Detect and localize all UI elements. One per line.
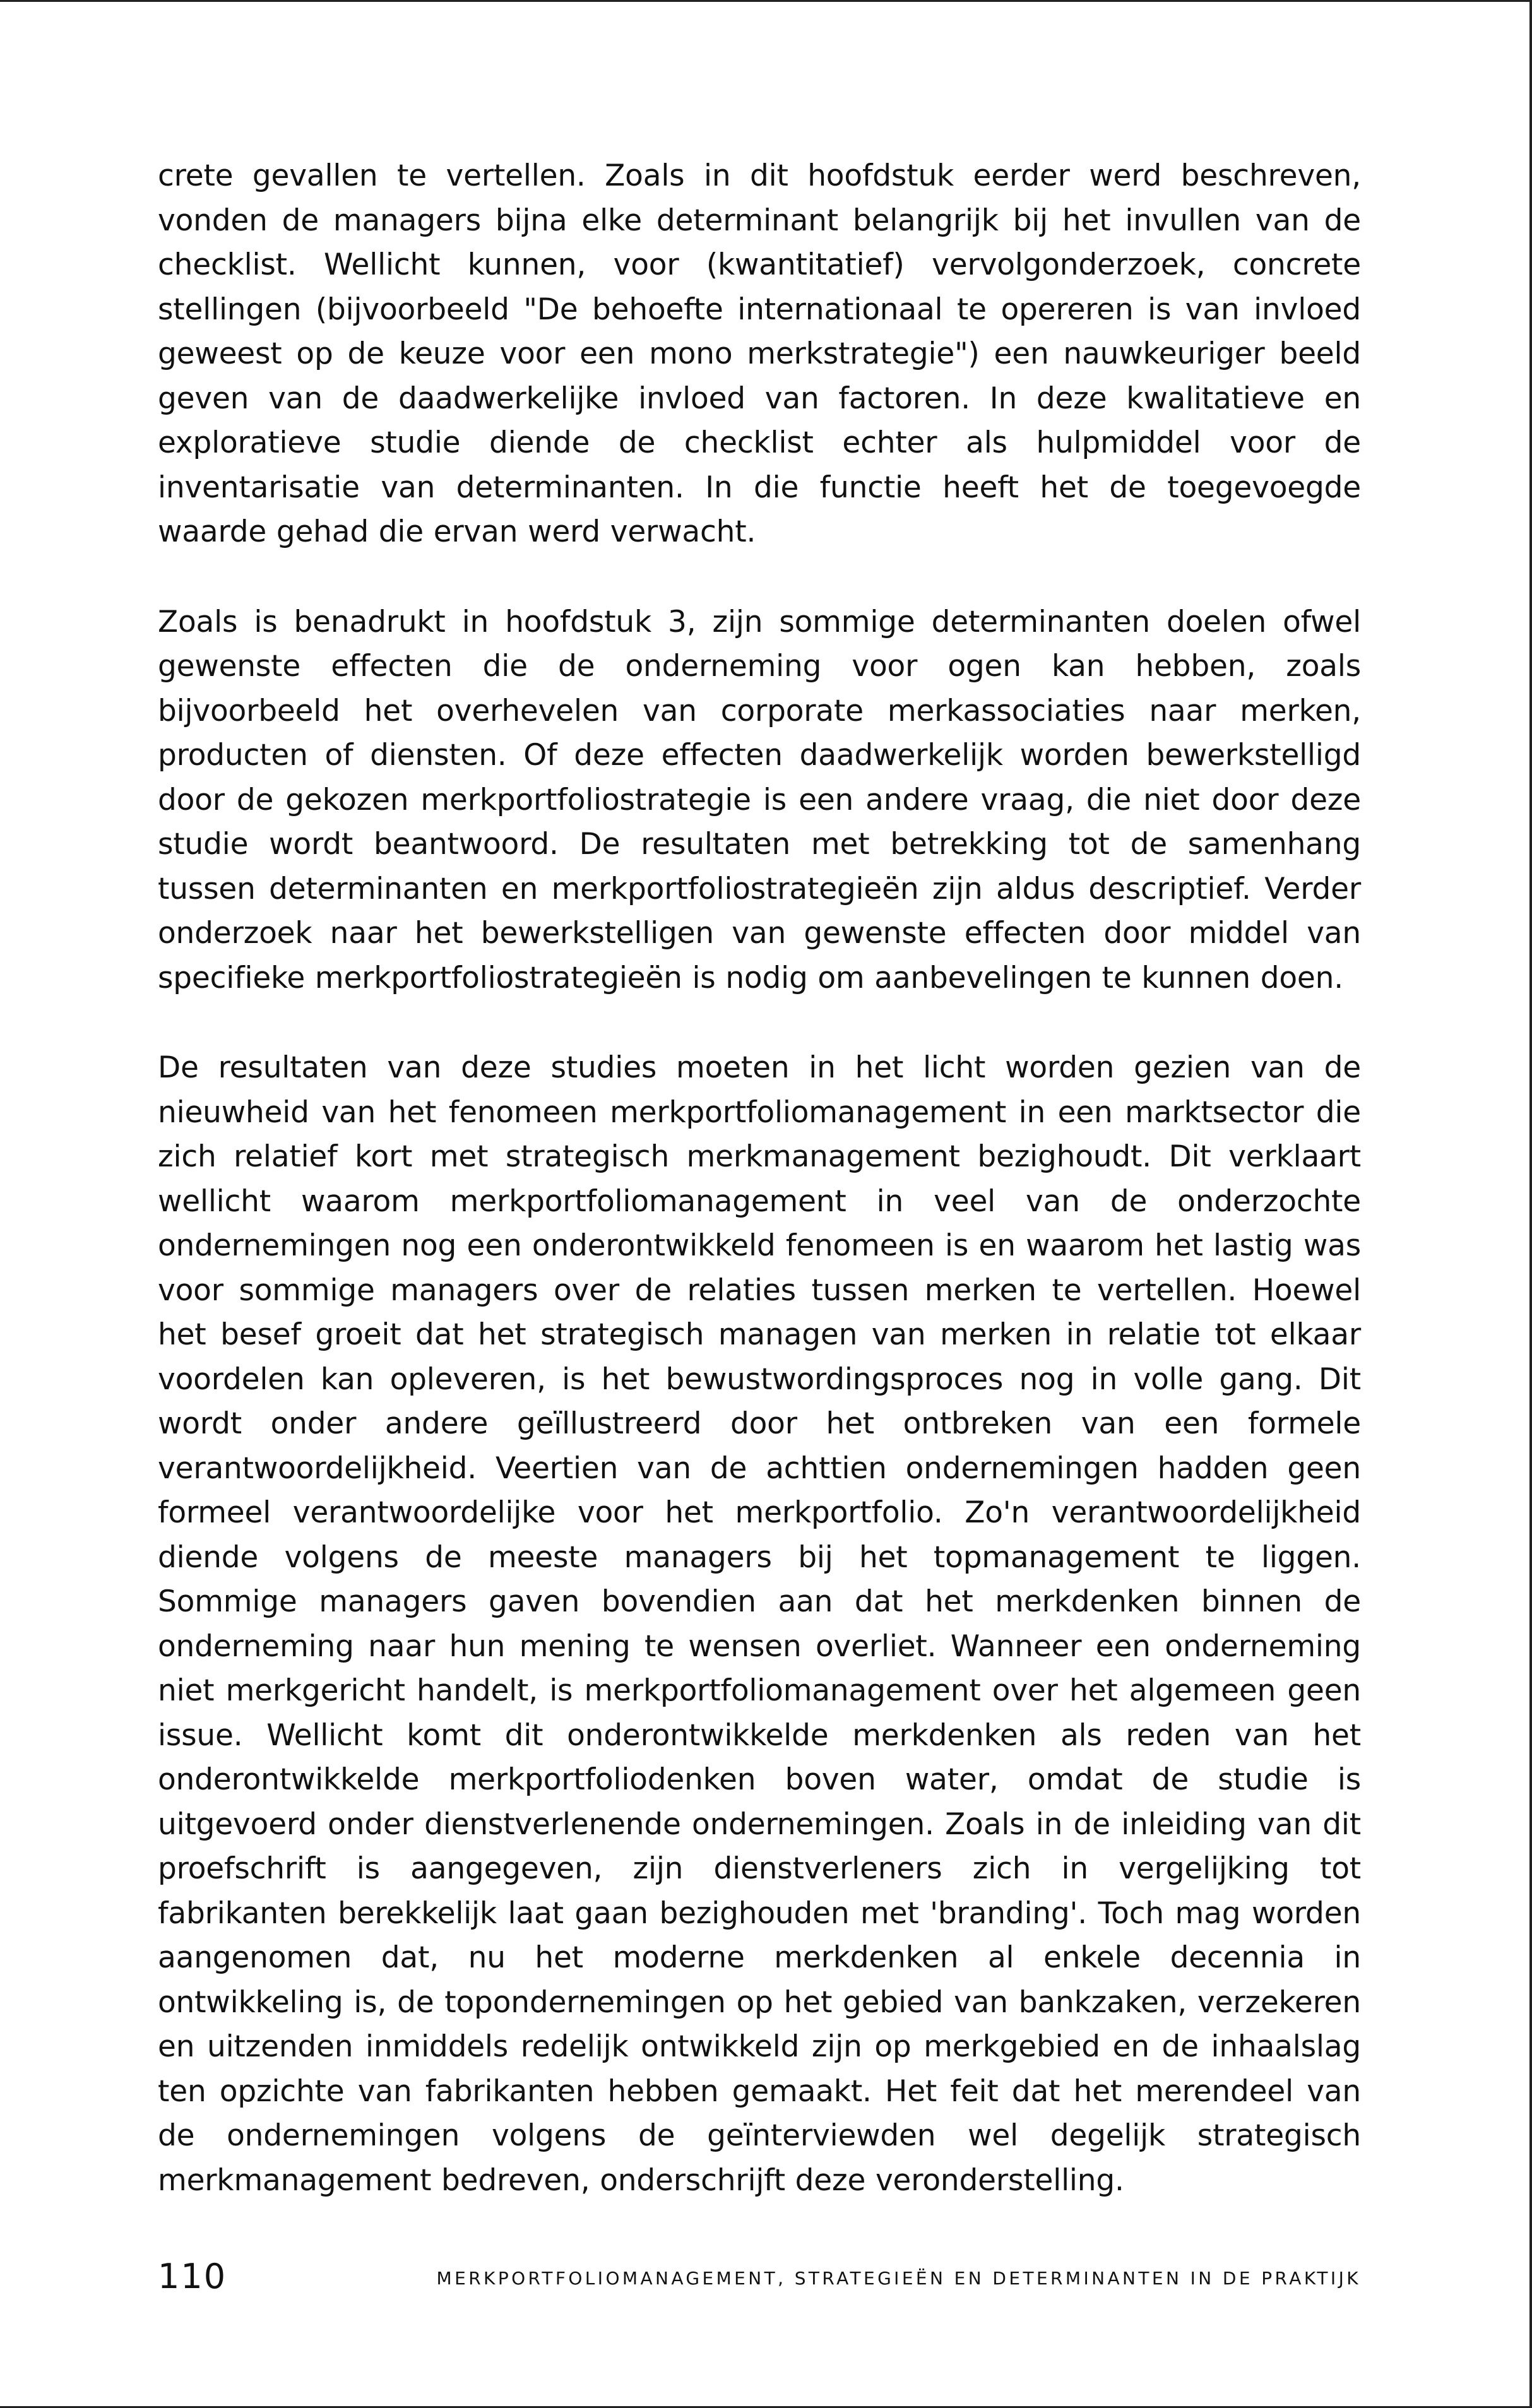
paragraph-1: crete gevallen te vertellen. Zoals in dit hoofdstuk eerder werd beschreven, vonden de managers bijna elke determinant belangrijk bij het invullen van de checklist. Wellicht kunnen, voor (kwantitatief) vervolgonderzoek, concrete stellingen (bijvoorbeeld "De behoefte internationaal te opereren is van invloed geweest op de keuze voor een mono merkstrategie") een nauwkeuriger beeld geven van de daadwerkelijke invloed van factoren. In deze kwalitatieve en exploratieve studie diende de checklist echter als hulpmiddel voor de inventarisatie van determinanten. In die functie heeft het de toegevoegde waarde gehad die ervan werd verwacht. — [158, 158, 1361, 549]
paragraph-2: Zoals is benadrukt in hoofdstuk 3, zijn sommige determinanten doelen ofwel gewenste effecten die de onderneming voor ogen kan hebben, zoals bijvoorbeeld het overhevelen van corporate merkassociaties naar merken, producten of diensten. Of deze effecten daadwerkelijk worden bewerkstelligd door de gekozen merkportfoliostrategie is een andere vraag, die niet door deze studie wordt beantwoord. De resultaten met betrekking tot de samenhang tussen determinanten en merkportfoliostrategieën zijn aldus descriptief. Verder onderzoek naar het bewerkstelligen van gewenste effecten door middel van specifieke merkportfoliostrategieën is nodig om aanbevelingen te kunnen doen. — [158, 604, 1361, 995]
page-number: 110 — [158, 2257, 227, 2296]
running-title: MERKPORTFOLIOMANAGEMENT, STRATEGIEËN EN DETERMINANTEN IN DE PRAKTIJK — [436, 2268, 1361, 2289]
page-footer — [158, 2255, 1361, 2299]
body-text — [158, 154, 1361, 2248]
paragraph-3: De resultaten van deze studies moeten in het licht worden gezien van de nieuwheid van het fenomeen merkportfoliomanagement in een marktsector die zich relatief kort met strategisch merkmanagement bezighoudt. Dit verklaart wellicht waarom merkportfoliomanagement in veel van de onderzochte ondernemingen nog een onderontwikkeld fenomeen is en waarom het lastig was voor sommige managers over de relaties tussen merken te vertellen. Hoewel het besef groeit dat het strategisch managen van merken in relatie tot elkaar voordelen kan opleveren, is het bewustwordingsproces nog in volle gang. Dit wordt onder andere geïllustreerd door het ontbreken van een formele verantwoordelijkheid. Veertien van de achttien ondernemingen hadden geen formeel verantwoordelijke voor het merkportfolio. Zo'n verantwoordelijkheid diende volgens de meeste managers bij het topmanagement te liggen. Sommige managers gaven bovendien aan dat het merkdenken binnen de onderneming naar hun mening te wensen overliet. Wanneer een onderneming niet merkgericht handelt, is merkportfoliomanagement over het algemeen geen issue. Wellicht komt dit onderontwikkelde merkdenken als reden van het onderontwikkelde merkportfoliodenken boven water, omdat de studie is uitgevoerd onder dienstverlenende ondernemingen. Zoals in de inleiding van dit proefschrift is aangegeven, zijn dienstverleners zich in vergelijking tot fabrikanten berekkelijk laat gaan bezighouden met 'branding'. Toch mag worden aangenomen dat, nu het moderne merkdenken al enkele decennia in ontwikkeling is, de topondernemingen op het gebied van bankzaken, verzekeren en uitzenden inmiddels redelijk ontwikkeld zijn op merkgebied en de inhaalslag ten opzichte van fabrikanten hebben gemaakt. Het feit dat het merendeel van de ondernemingen volgens de geïnterviewden wel degelijk strategisch merkmanagement bedreven, onderschrijft deze veronderstelling. — [158, 1050, 1361, 2198]
